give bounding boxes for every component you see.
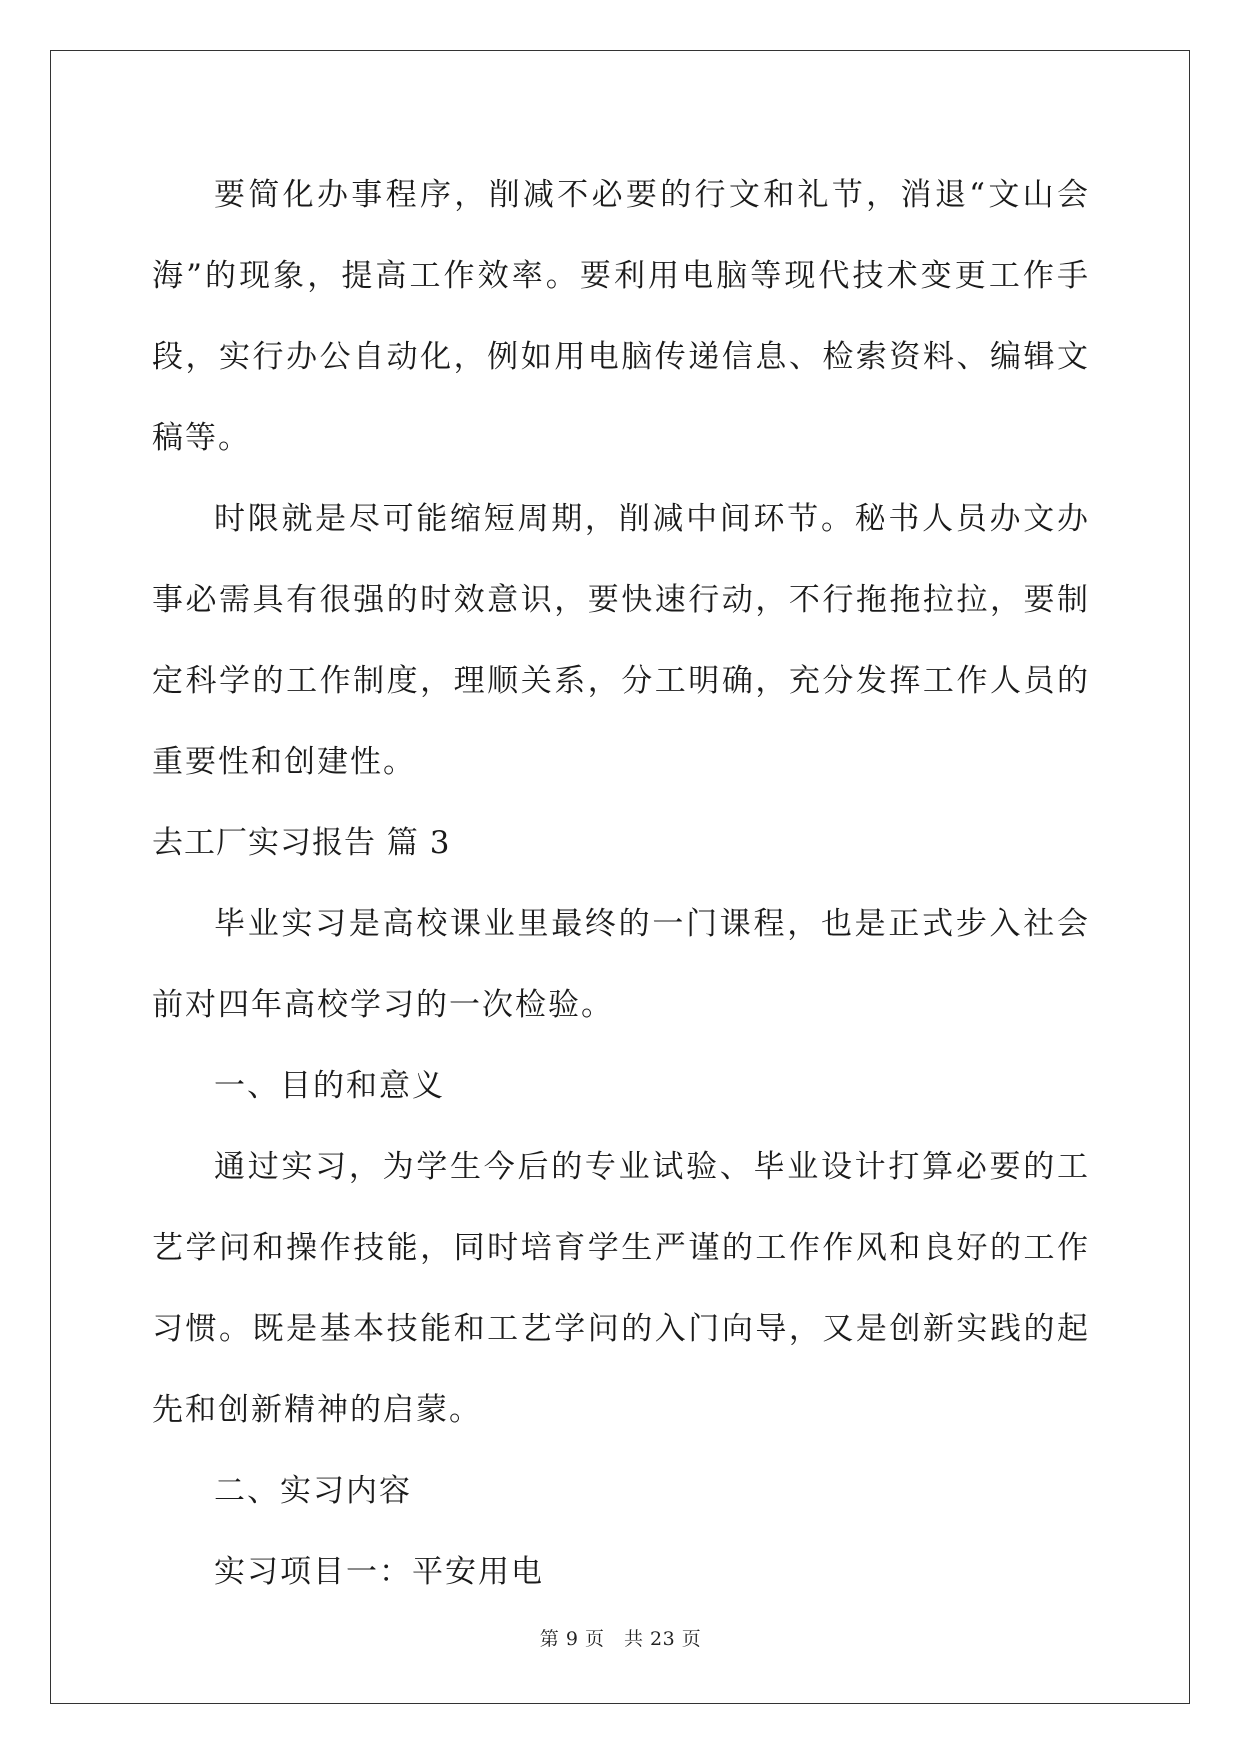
section-title: 去工厂实习报告 篇 3 [152, 825, 451, 861]
subheading: 二、实习内容 [214, 1473, 412, 1509]
paragraph: 通过实习，为学生今后的专业试验、毕业设计打算必要的工艺学问和操作技能，同时培育学生严谨的工作作风和良好的工作习惯。既是基本技能和工艺学问的入门向导，又是创新实践的起先和创新精神的启蒙。 [152, 1149, 1090, 1428]
paragraph: 要简化办事程序，削减不必要的行文和礼节，消退“文山会海”的现象，提高工作效率。要利用电脑等现代技术变更工作手段，实行办公自动化，例如用电脑传递信息、检索资料、编辑文稿等。 [152, 177, 1090, 456]
document-body [152, 155, 1090, 1613]
page-number: 第 9 页 共 23 页 [539, 1628, 702, 1650]
subheading: 实习项目一：平安用电 [214, 1554, 544, 1590]
subheading: 一、目的和意义 [214, 1068, 445, 1104]
paragraph: 时限就是尽可能缩短周期，削减中间环节。秘书人员办文办事必需具有很强的时效意识，要快速行动，不行拖拖拉拉，要制定科学的工作制度，理顺关系，分工明确，充分发挥工作人员的重要性和创建性。 [152, 501, 1090, 780]
paragraph: 毕业实习是高校课业里最终的一门课程，也是正式步入社会前对四年高校学习的一次检验。 [152, 906, 1090, 1023]
